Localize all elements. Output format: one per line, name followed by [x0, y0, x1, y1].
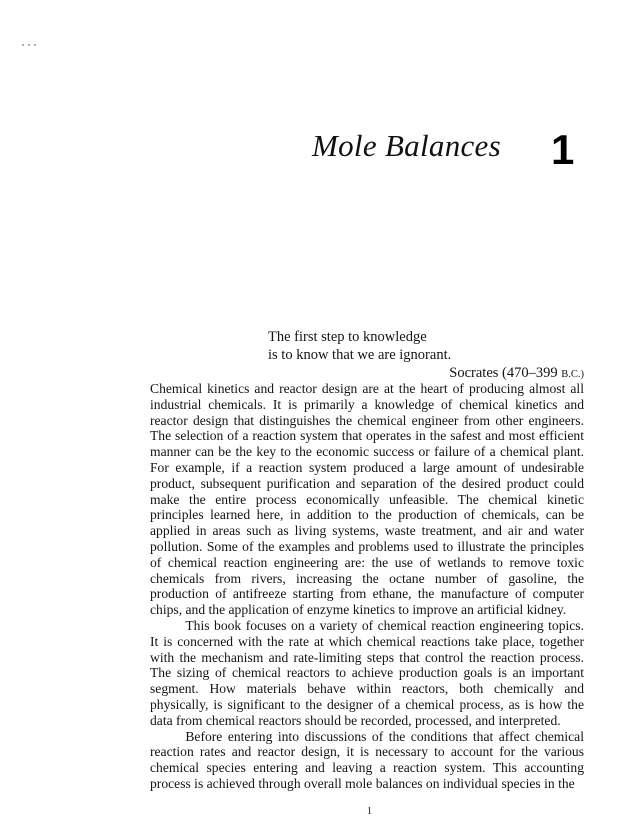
page-number: 1 [367, 806, 372, 817]
paragraph: Chemical kinetics and reactor design are at the heart of producing almost all industrial chemicals. It is primarily a knowledge of chemical kinetics and reactor design that distinguishes the chemical engineer from other engineers. The selection of a reaction system that operates in the safest and most efficient manner can be the key to the economic success or failure of a chemical plant. For example, if a reaction system produced a large amount of undesirable product, subsequent purification and separation of the desired product could make the entire process economically unfeasible. The chemical kinetic principles learned here, in addition to the production of chemicals, can be applied in areas such as living systems, waste treatment, and air and water pollution. Some of the examples and problems used to illustrate the principles of chemical reaction engineering are: the use of wetlands to remove toxic chemicals from rivers, increasing the octane number of gasoline, the production of antifreeze starting from ethane, the manufacture of computer chips, and the application of enzyme kinetics to improve an artificial kidney. [150, 381, 584, 618]
attribution-name: Socrates (470–399 [449, 365, 558, 381]
attribution-era: B.C.) [561, 369, 584, 380]
paragraph: This book focuses on a variety of chemical reaction engineering topics. It is concerned with the rate at which chemical reactions take place, together with the mechanism and rate-limiting steps that control the reaction process. The sizing of chemical reactors to achieve production goals is an important segment. How materials behave within reactors, both chemically and physically, is significant to the designer of a chemical process, as is how the data from chemical reactors should be recorded, processed, and interpreted. [150, 617, 584, 728]
body-text [150, 381, 584, 792]
epigraph-line: is to know that we are ignorant. [268, 347, 452, 363]
chapter-number: 1 [551, 126, 575, 173]
scan-speck-marks [22, 44, 36, 46]
epigraph-line: The first step to knowledge [268, 329, 427, 345]
paragraph: Before entering into discussions of the conditions that affect chemical reaction rates and reactor design, it is necessary to account for the various chemical species entering and leaving a reaction system. This accounting process is achieved through overall mole balances on individual species in the [150, 728, 584, 791]
epigraph [268, 328, 584, 384]
chapter-title: Mole Balances [312, 128, 501, 163]
